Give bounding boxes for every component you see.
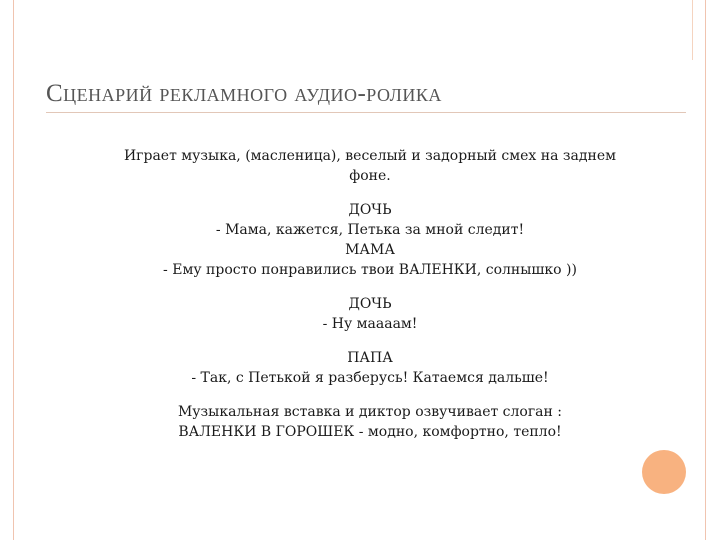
script-line-daughter-2: - Ну маааам! <box>322 316 418 332</box>
spacer <box>40 334 700 348</box>
speaker-daughter-2: ДОЧЬ <box>348 296 392 312</box>
decorative-circle <box>642 450 686 494</box>
script-line-1: Играет музыка, (масленица), веселый и задорный смех на заднем <box>123 148 617 164</box>
speaker-daughter: ДОЧЬ <box>348 202 392 218</box>
slide-title: Сценарий рекламного аудио-ролика <box>46 80 442 107</box>
script-line-dad: - Так, с Петькой я разберусь! Катаемся дальше! <box>191 370 549 386</box>
speaker-mom: МАМА <box>345 242 395 258</box>
script-line-mom: - Ему просто понравились твои ВАЛЕНКИ, солнышко )) <box>163 262 577 278</box>
spacer <box>40 280 700 294</box>
spacer <box>40 186 700 200</box>
script-line-2: фоне. <box>349 168 391 184</box>
slogan-line: ВАЛЕНКИ В ГОРОШЕК - модно, комфортно, тепло! <box>178 424 562 440</box>
spacer <box>40 388 700 402</box>
title-divider <box>46 112 686 113</box>
script-line-announcer: Музыкальная вставка и диктор озвучивает слоган : <box>177 404 563 420</box>
speaker-dad: ПАПА <box>347 350 393 366</box>
decorative-line <box>692 0 713 60</box>
script-body <box>40 146 700 442</box>
script-line-daughter-1: - Мама, кажется, Петька за мной следит! <box>215 222 525 238</box>
